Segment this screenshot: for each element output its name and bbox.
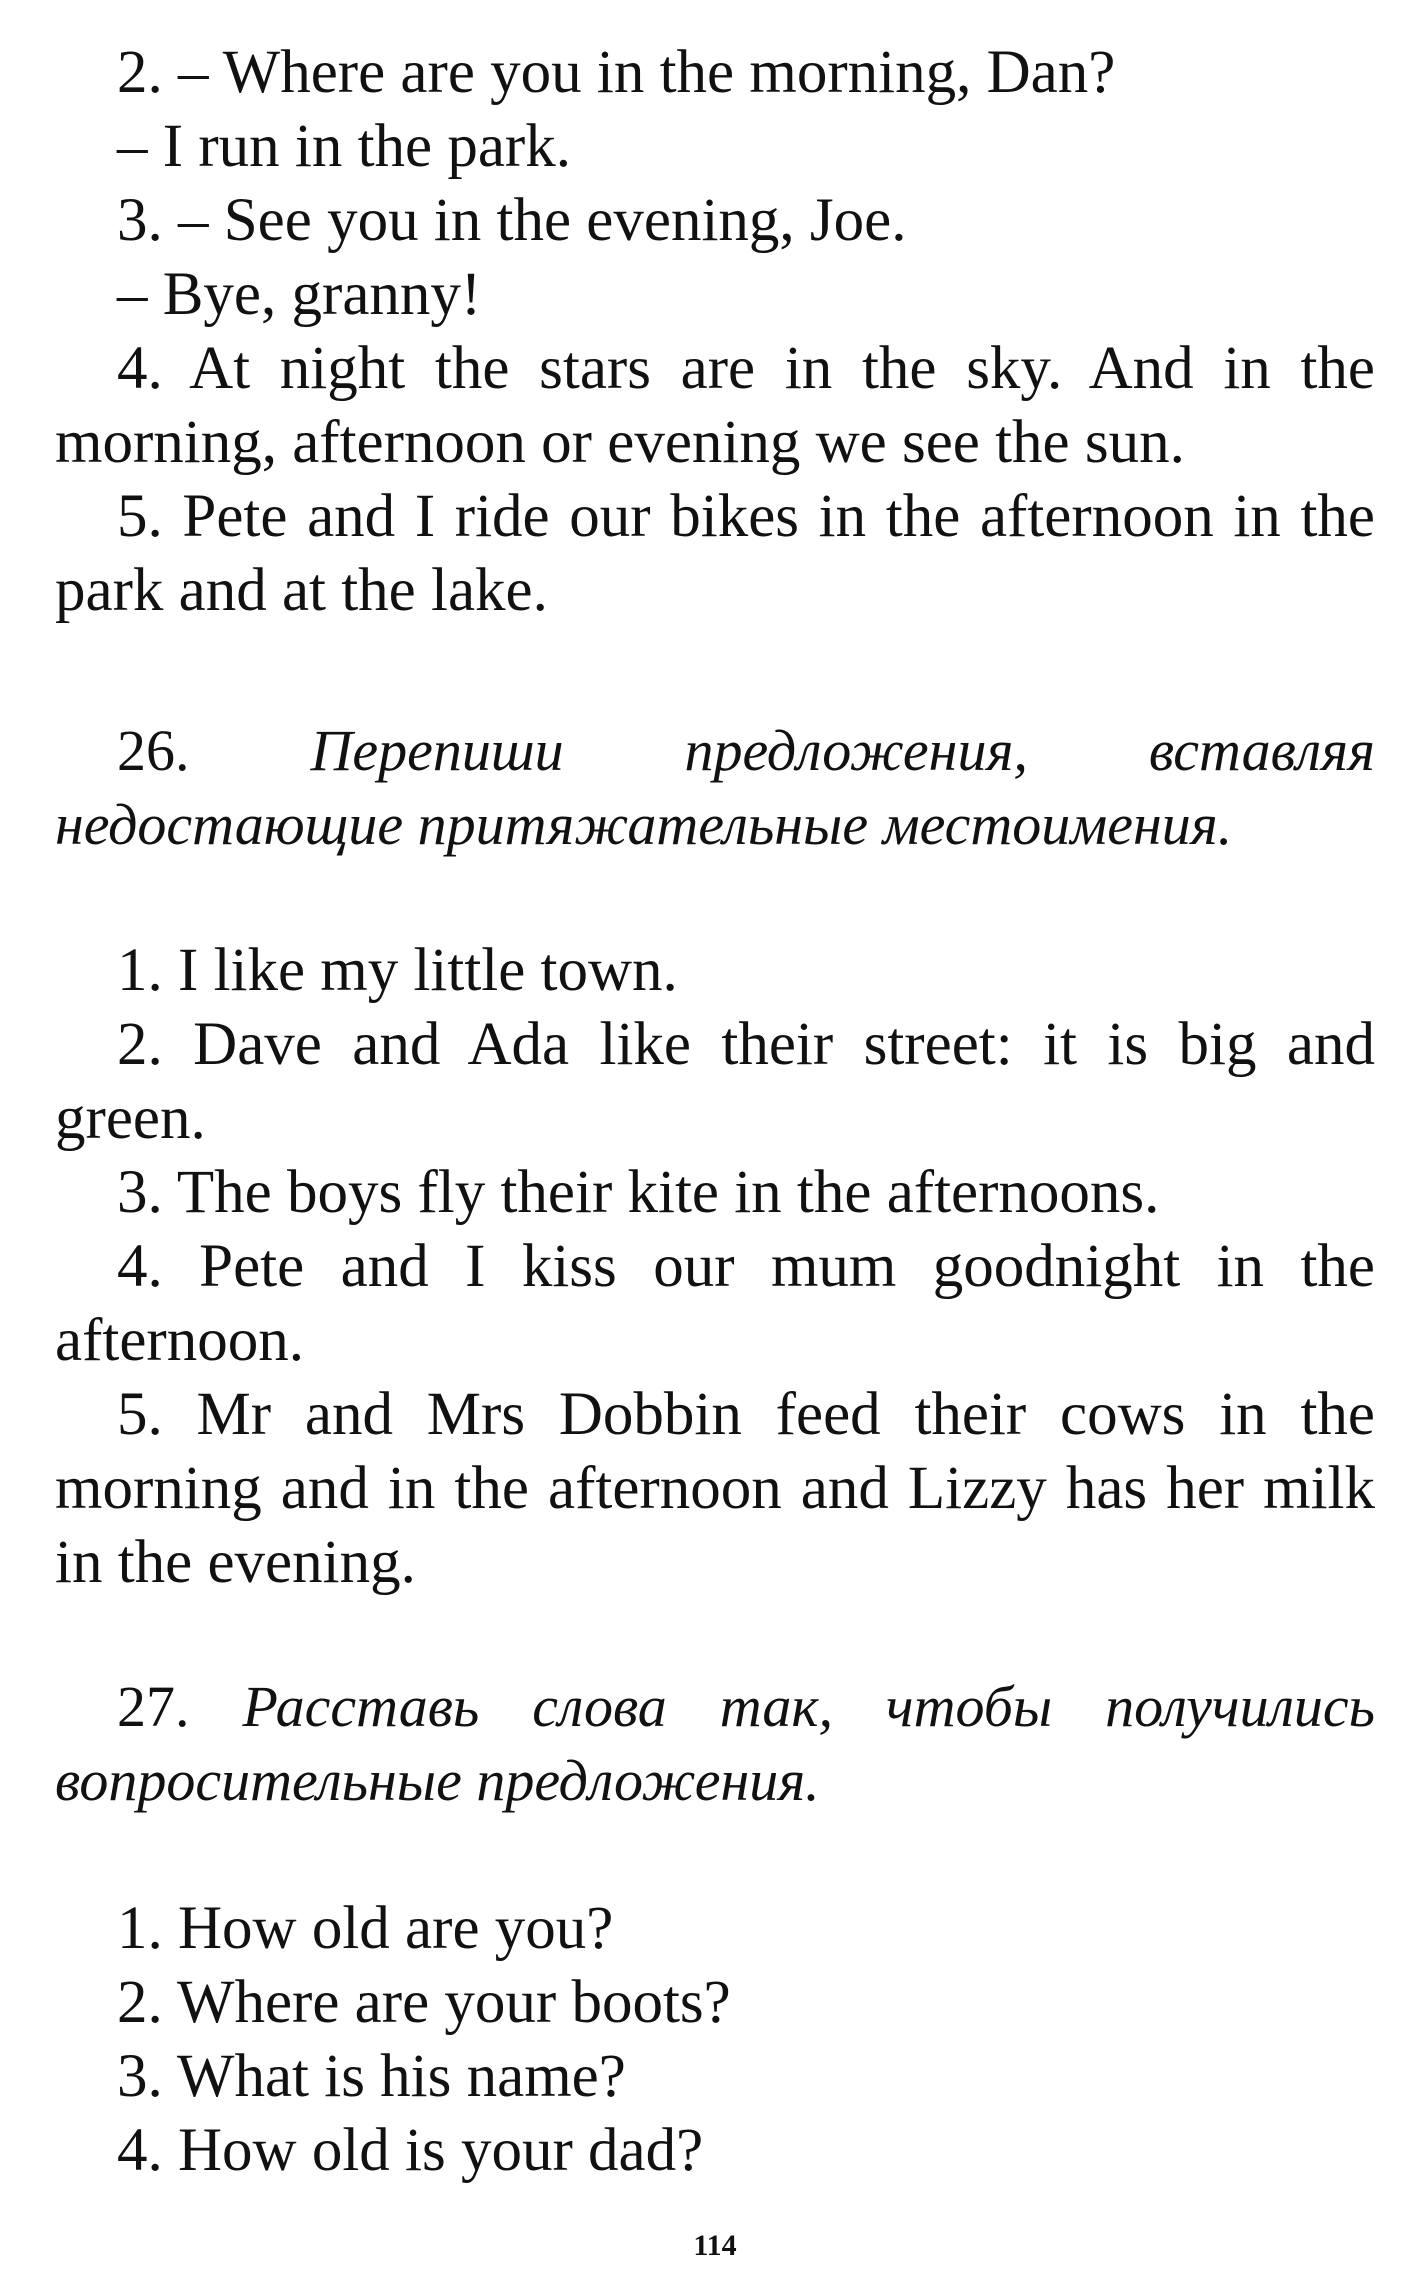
exercise-27-heading xyxy=(55,1670,1375,1818)
list-item: 2. – Where are you in the morning, Dan? xyxy=(117,39,1116,106)
exercise-27-answers xyxy=(55,1892,1375,2188)
list-item: 1. I like my little town. xyxy=(117,937,678,1004)
list-item: 2. Where are your boots? xyxy=(117,1969,731,2036)
list-item: 5. Mr and Mrs Dobbin feed their cows in the morning and in the afternoon and Lizzy has her milk in the evening. xyxy=(55,1381,1375,1596)
list-item: 5. Pete and I ride our bikes in the afternoon in the park and at the lake. xyxy=(55,483,1375,624)
list-item: 3. – See you in the evening, Joe. xyxy=(117,187,907,254)
exercise-instruction: Расставь слова так, чтобы получились вопросительные предложения. xyxy=(55,1674,1376,1813)
exercise-instruction: Перепиши предложения, вставляя недостающие притяжательные местоимения. xyxy=(55,718,1375,857)
list-item: 4. Pete and I kiss our mum goodnight in the afternoon. xyxy=(55,1233,1375,1374)
previous-exercise-answers xyxy=(55,36,1375,628)
list-item: 4. How old is your dad? xyxy=(117,2117,704,2184)
list-item: 4. At night the stars are in the sky. And in the morning, afternoon or evening we see the sun. xyxy=(55,335,1375,476)
exercise-26-heading xyxy=(55,714,1375,862)
list-item: 3. What is his name? xyxy=(117,2043,626,2110)
list-item: – Bye, granny! xyxy=(117,261,482,328)
page-number: 114 xyxy=(693,2229,737,2262)
list-item: 2. Dave and Ada like their street: it is big and green. xyxy=(55,1011,1375,1152)
list-item: 1. How old are you? xyxy=(117,1895,614,1962)
exercise-26-answers xyxy=(55,934,1375,1600)
exercise-number: 26. xyxy=(117,718,190,783)
list-item: – I run in the park. xyxy=(117,113,571,180)
book-page xyxy=(55,0,1375,2293)
exercise-number: 27. xyxy=(117,1674,190,1739)
list-item: 3. The boys fly their kite in the afternoons. xyxy=(117,1159,1160,1226)
